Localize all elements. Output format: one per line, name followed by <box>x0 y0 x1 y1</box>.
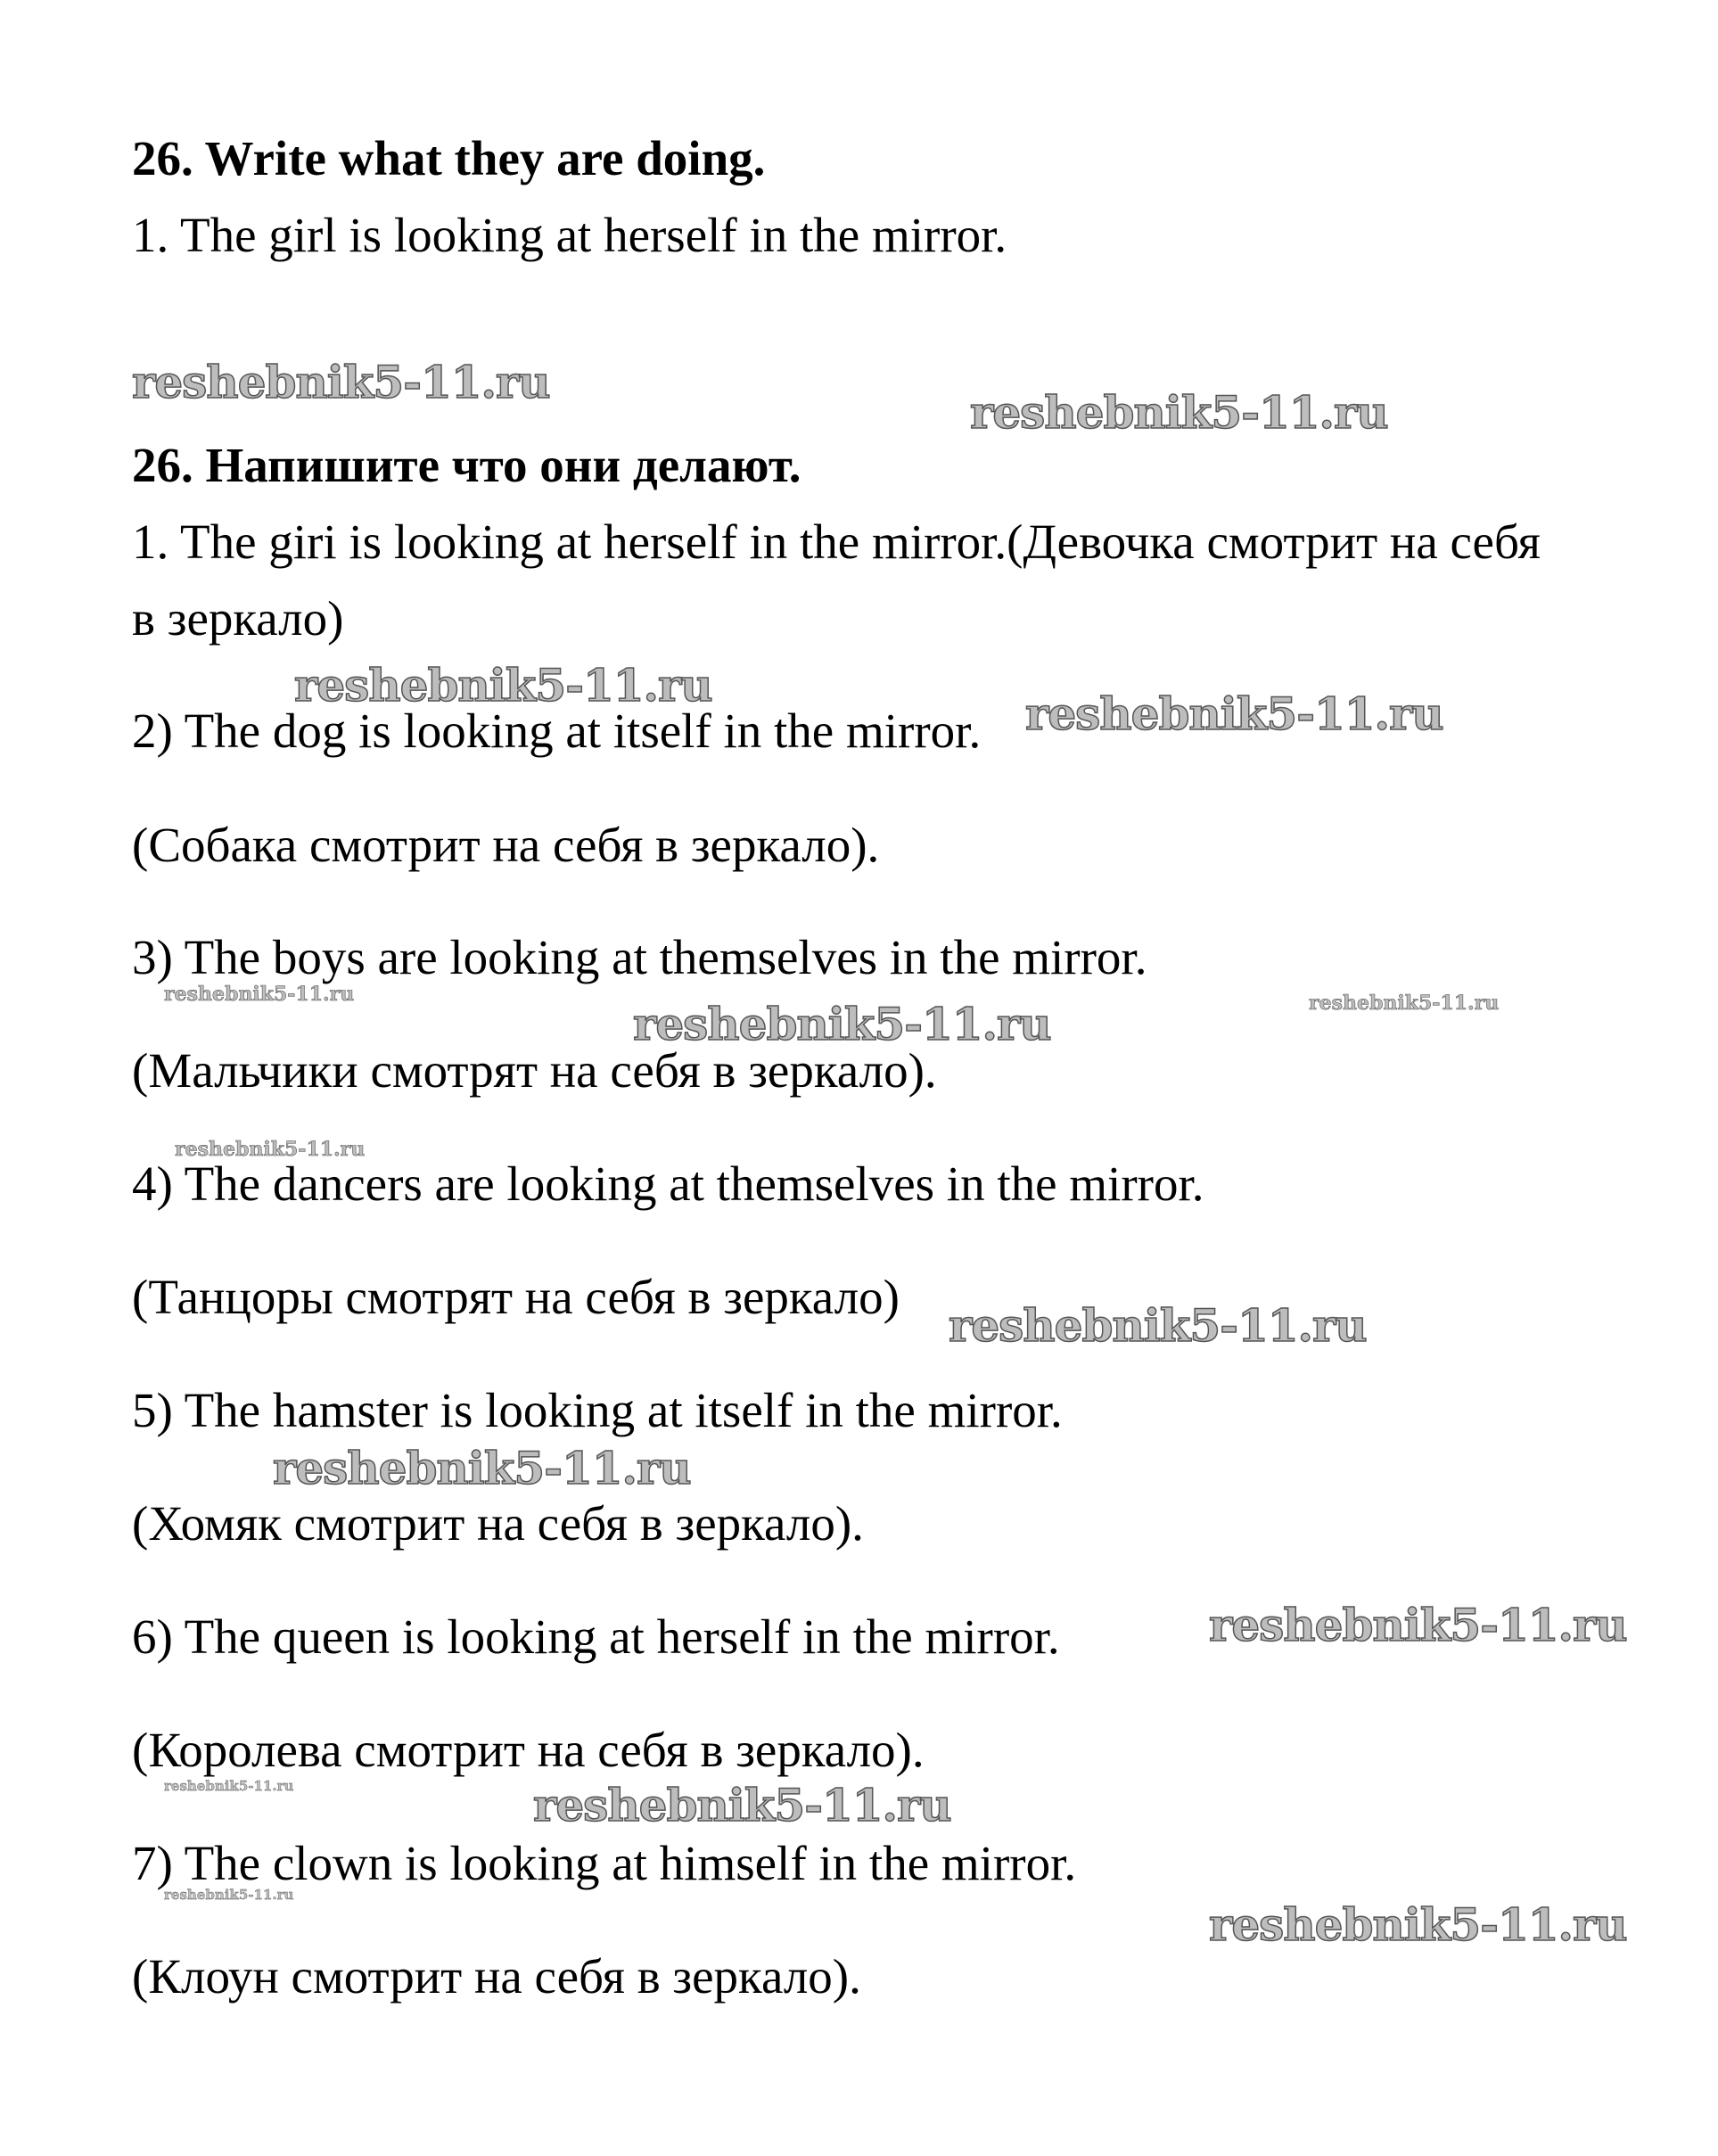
answer-2-en: 2) The dog is looking at itself in the mirror. <box>132 704 982 758</box>
answer-7-ru: (Клоун смотрит на себя в зеркало). <box>132 1949 861 2004</box>
task-title-en: 26. Write what they are doing. <box>132 131 766 185</box>
watermark: reshebnik5-11.ru <box>633 998 1051 1050</box>
answer-7-en: 7) The clown is looking at himself in the mirror. <box>132 1836 1077 1890</box>
answer-5-ru: (Хомяк смотрит на себя в зеркало). <box>132 1496 864 1551</box>
watermark: reshebnik5-11.ru <box>533 1779 951 1831</box>
answer-2-ru: (Собака смотрит на себя в зеркало). <box>132 818 880 872</box>
task-title-ru: 26. Напишите что они делают. <box>132 438 801 492</box>
watermark: reshebnik5-11.ru <box>949 1299 1367 1352</box>
watermark: reshebnik5-11.ru <box>1309 992 1500 1015</box>
watermark: reshebnik5-11.ru <box>164 1887 294 1903</box>
watermark: reshebnik5-11.ru <box>970 386 1388 439</box>
watermark: reshebnik5-11.ru <box>273 1442 691 1494</box>
watermark: reshebnik5-11.ru <box>132 356 550 408</box>
answer-3-en: 3) The boys are looking at themselves in the mirror. <box>132 930 1147 984</box>
answer-6-en: 6) The queen is looking at herself in the mirror. <box>132 1609 1060 1664</box>
task-line-1-en: 1. The girl is looking at herself in the mirror. <box>132 208 1007 262</box>
watermark: reshebnik5-11.ru <box>1025 687 1443 740</box>
answer-1-line-b: в зеркало) <box>132 591 344 646</box>
answer-1-line-a: 1. The giri is looking at herself in the mirror.(Девочка смотрит на себя <box>132 514 1541 569</box>
watermark: reshebnik5-11.ru <box>175 1138 366 1161</box>
watermark: reshebnik5-11.ru <box>164 983 355 1006</box>
answer-4-ru: (Танцоры смотрят на себя в зеркало) <box>132 1270 900 1324</box>
answer-6-ru: (Королева смотрит на себя в зеркало). <box>132 1723 925 1777</box>
watermark: reshebnik5-11.ru <box>1209 1898 1627 1951</box>
answer-5-en: 5) The hamster is looking at itself in the mirror. <box>132 1383 1063 1437</box>
watermark: reshebnik5-11.ru <box>1209 1599 1627 1651</box>
answer-3-ru: (Мальчики смотрят на себя в зеркало). <box>132 1043 937 1098</box>
answer-4-en: 4) The dancers are looking at themselves in the mirror. <box>132 1156 1204 1211</box>
watermark: reshebnik5-11.ru <box>294 659 712 712</box>
watermark: reshebnik5-11.ru <box>164 1778 294 1794</box>
